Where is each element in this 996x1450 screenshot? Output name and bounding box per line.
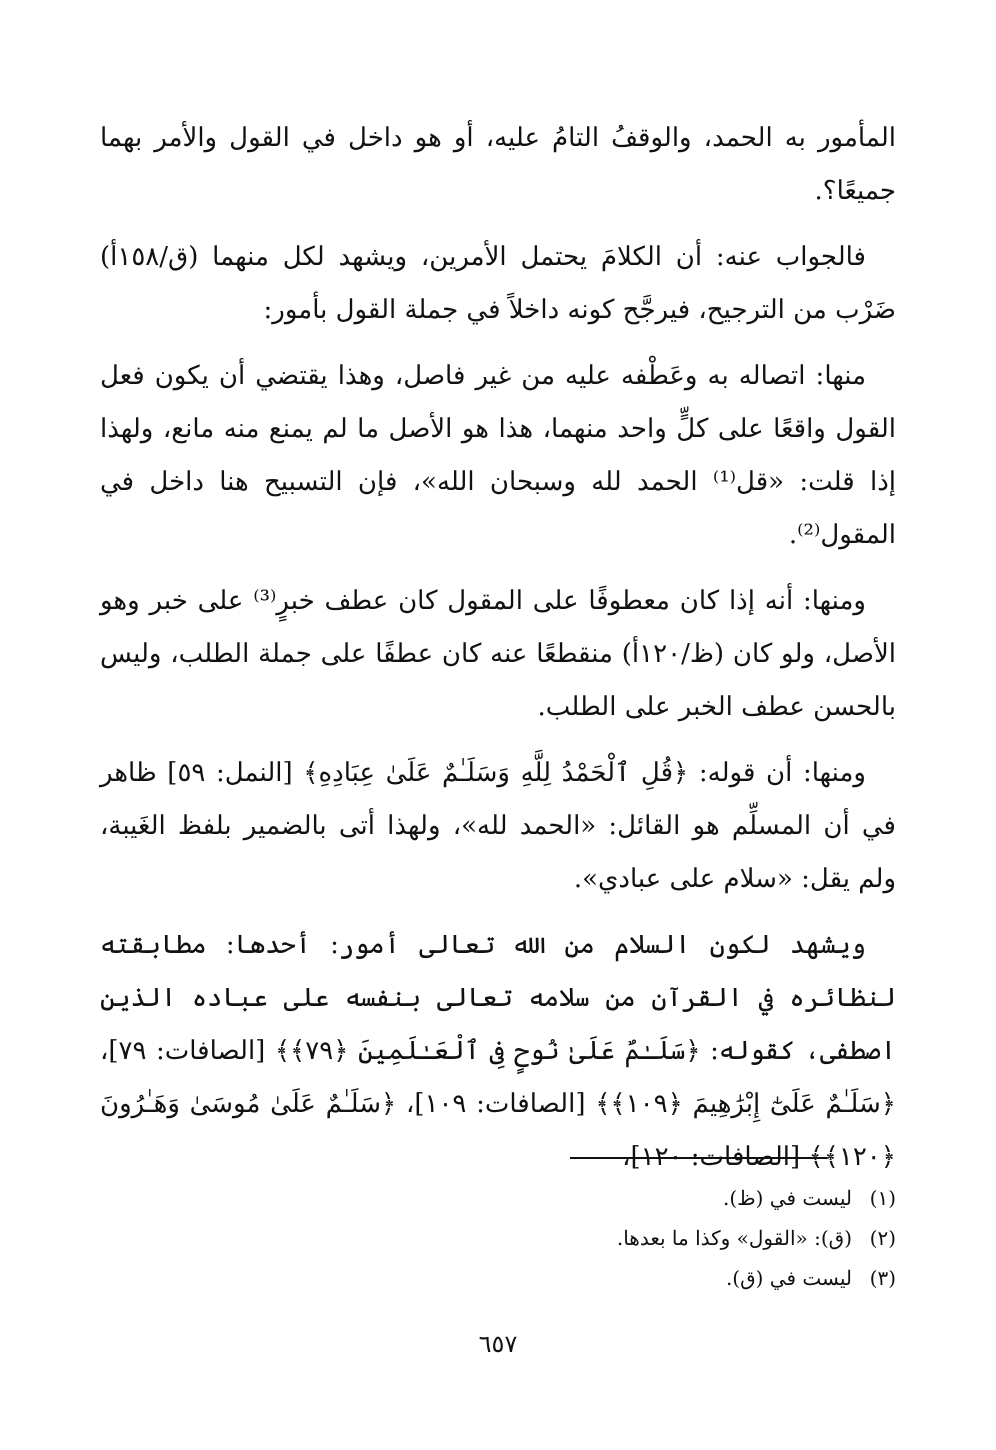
footnote-divider bbox=[570, 1157, 827, 1159]
paragraph-4: ومنها: أنه إذا كان معطوفًا على المقول كان عطف خبرٍ⁽³⁾ على خبر وهو الأصل، ولو كان (ظ/١٢٠أ) منقطعًا عنه كان عطفًا على جملة الطلب، وليس بالحسن عطف الخبر على الطلب. bbox=[100, 586, 896, 722]
footnote-number: (٢) bbox=[869, 1226, 896, 1250]
paragraph-1: المأمور به الحمد، والوقفُ التامُ عليه، أو هو داخل في القول والأمر بهما جميعًا؟. bbox=[100, 123, 896, 206]
page-number: ٦٥٧ bbox=[478, 1330, 518, 1358]
footnote-text: (ق): «القول» وكذا ما بعدها. bbox=[616, 1226, 852, 1250]
paragraph-3: منها: اتصاله به وعَطْفه عليه من غير فاصل، وهذا يقتضي أن يكون فعل القول واقعًا على كلٍّ واحد منهما، هذا هو الأصل ما لم يمنع منه مانع، ولهذا إذا قلت: «قل⁽¹⁾ الحمد لله وسبحان الله»، فإن التسبيح هنا داخل في المقول⁽²⁾. bbox=[100, 361, 896, 550]
footnote-2 bbox=[400, 1218, 896, 1258]
paragraph-5: ومنها: أن قوله: ﴿قُلِ ٱلْحَمْدُ لِلَّهِ وَسَلَـٰمٌ عَلَىٰ عِبَادِهِ﴾ [النمل: ٥٩] ظاهر في أن المسلِّم هو القائل: «الحمد لله»، ولهذا أتى بالضمير بلفظ الغَيبة، ولم يقل: «سلام على عبادي». bbox=[100, 758, 896, 894]
footnote-text: ليست في (ق). bbox=[725, 1266, 852, 1290]
paragraph-6: ويشهد لكون السلام من الله تعالى أمور: أحدها: مطابقته لنظائره في القرآن من سلامه تعالى بنفسه على عباده الذين اصطفى، كقوله: ﴿سَلَـٰمٌ عَلَىٰ نُوحٍ فِى ٱلْعَـٰلَمِينَ ﴿٧٩﴾﴾ [الصافات: ٧٩]، ﴿سَلَـٰمٌ عَلَىٰٓ إِبْرَٰهِيمَ ﴿١٠٩﴾﴾ [الصافات: ١٠٩]، ﴿سَلَـٰمٌ عَلَىٰ مُوسَىٰ وَهَـٰرُونَ ﴿١٢٠﴾﴾ [الصافات: ١٢٠]، bbox=[100, 930, 896, 1172]
footnote-number: (٣) bbox=[869, 1266, 896, 1290]
footnote-text: ليست في (ظ). bbox=[722, 1186, 852, 1210]
paragraph-2: فالجواب عنه: أن الكلامَ يحتمل الأمرين، ويشهد لكل منهما (ق/١٥٨أ) ضَرْب من الترجيح، فيرجَّح كونه داخلاً في جملة القول بأمور: bbox=[100, 242, 896, 325]
main-text bbox=[100, 112, 896, 1184]
footnotes bbox=[400, 1178, 896, 1298]
footnote-1 bbox=[400, 1178, 896, 1218]
footnote-3 bbox=[400, 1258, 896, 1298]
footnote-number: (١) bbox=[869, 1186, 896, 1210]
